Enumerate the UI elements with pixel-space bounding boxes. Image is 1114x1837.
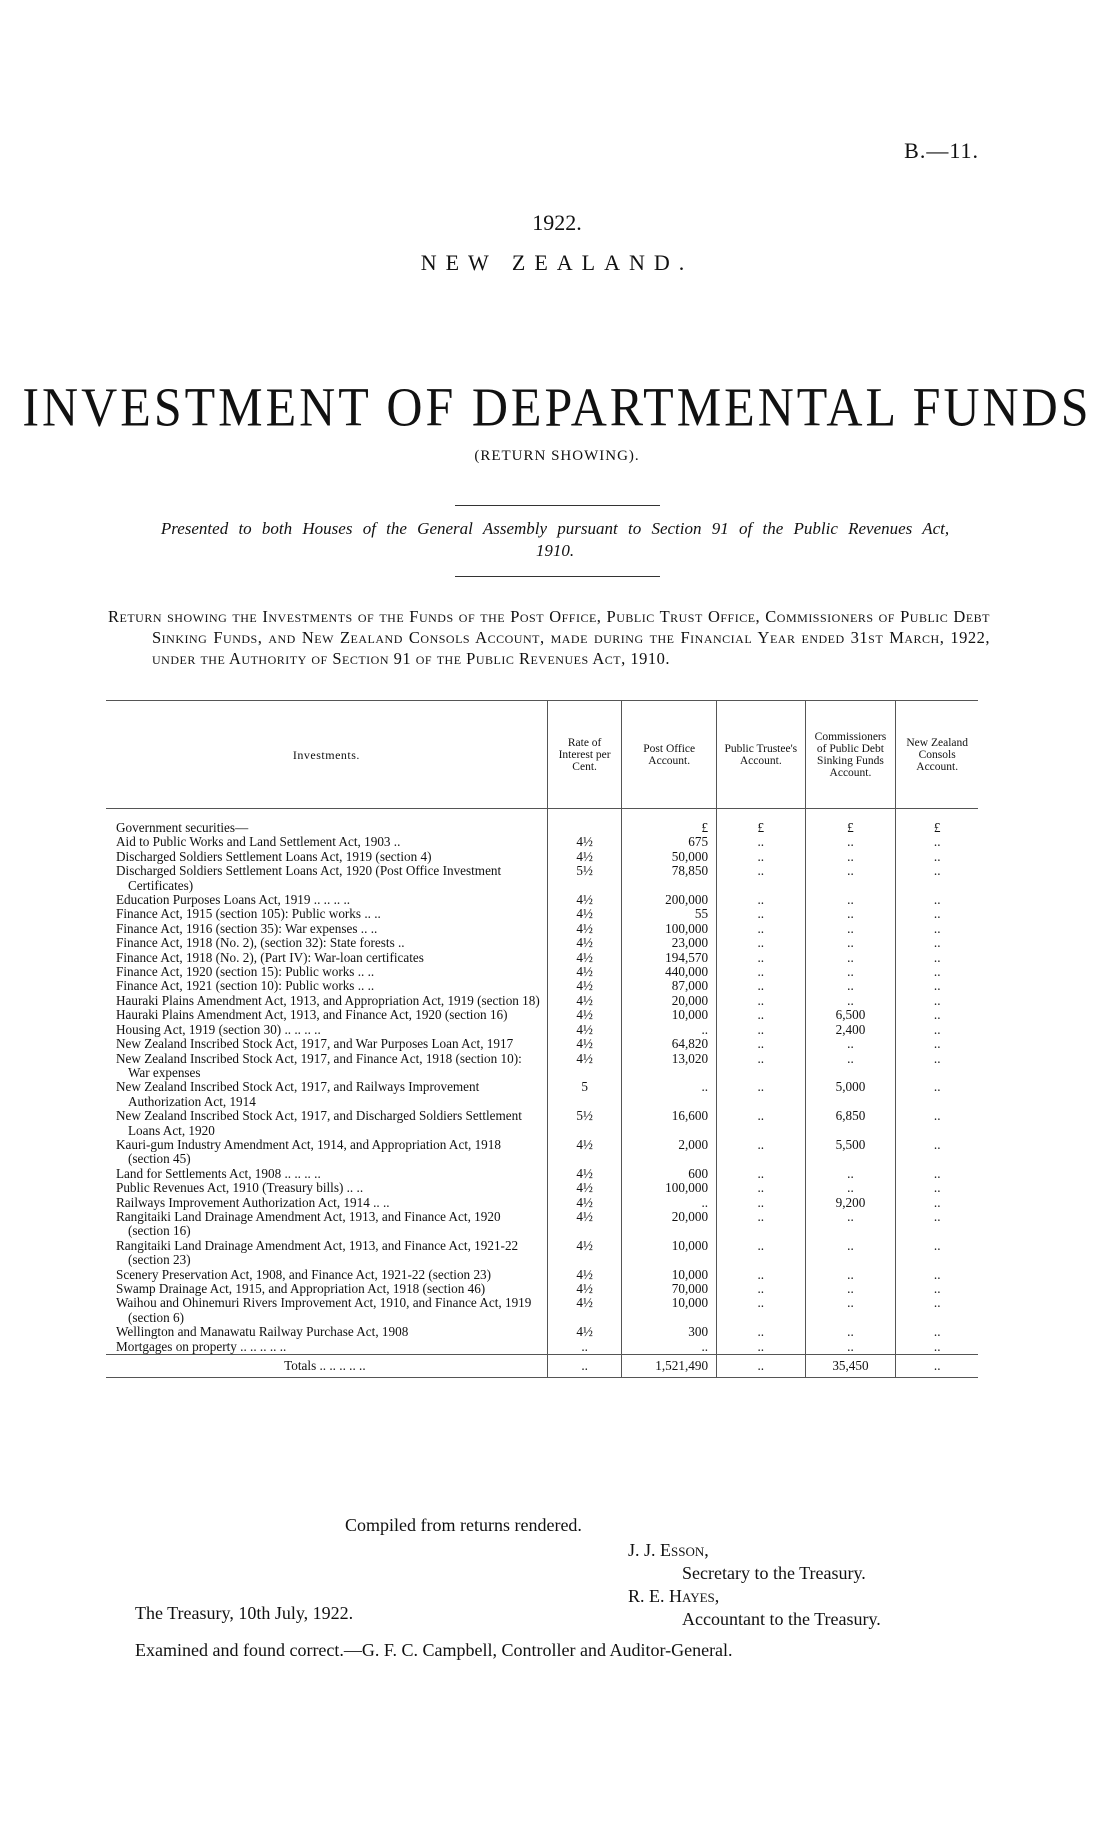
post-office-cell: 10,000 xyxy=(622,1239,717,1268)
consols-cell: .. xyxy=(896,1008,978,1022)
investment-description: Public Revenues Act, 1910 (Treasury bills) .. .. xyxy=(116,1180,364,1196)
public-trustee-cell: .. xyxy=(717,835,806,849)
rate-cell: 5 xyxy=(547,1080,622,1109)
rate-cell: 4½ xyxy=(547,979,622,993)
header-public-trustee: Public Trustee's Account. xyxy=(717,701,806,809)
investment-description: Scenery Preservation Act, 1908, and Finance Act, 1921-22 (section 23) xyxy=(116,1266,492,1282)
commissioners-cell: .. xyxy=(805,951,896,965)
group-heading-row xyxy=(106,809,978,836)
divider-bottom xyxy=(455,576,660,577)
signatory-role-2: Accountant to the Treasury. xyxy=(682,1609,881,1629)
rate-cell: 4½ xyxy=(547,835,622,849)
commissioners-cell: 5,000 xyxy=(805,1080,896,1109)
table-row xyxy=(106,1325,978,1339)
rate-cell: 4½ xyxy=(547,1268,622,1282)
public-trustee-cell: .. xyxy=(717,850,806,864)
commissioners-cell: .. xyxy=(805,1340,896,1355)
rate-cell: .. xyxy=(547,1340,622,1355)
consols-cell: .. xyxy=(896,1296,978,1325)
table-row xyxy=(106,1008,978,1022)
rate-cell: 4½ xyxy=(547,1210,622,1239)
table-row xyxy=(106,1023,978,1037)
investments-table xyxy=(106,700,978,1378)
consols-cell: .. xyxy=(896,1181,978,1195)
commissioners-cell: .. xyxy=(805,994,896,1008)
public-trustee-cell: .. xyxy=(717,1037,806,1051)
public-trustee-cell: .. xyxy=(717,864,806,893)
public-trustee-cell: .. xyxy=(717,1340,806,1355)
consols-cell: .. xyxy=(896,1325,978,1339)
investment-description: New Zealand Inscribed Stock Act, 1917, and Railways Improvement Authorization Act, 1914 xyxy=(116,1079,480,1109)
totals-commissioners: 35,450 xyxy=(805,1355,896,1378)
investment-description: Rangitaiki Land Drainage Amendment Act, 1913, and Finance Act, 1921-22 (section 23) xyxy=(116,1237,519,1268)
totals-label: Totals .. .. .. .. .. xyxy=(106,1355,547,1378)
commissioners-cell: 6,500 xyxy=(805,1008,896,1022)
consols-cell: .. xyxy=(896,1138,978,1167)
currency-consols: £ xyxy=(896,809,978,836)
table-row xyxy=(106,864,978,893)
totals-row xyxy=(106,1355,978,1378)
intro-text: Return showing the Investments of the Funds of the Post Office, Public Trust Office, Commissioners of Public Debt Sinking Funds, and New Zealand Consols Account, made during the Financial Year ended 31st March, 1922, under the Authority of Section 91 of the Public Revenues Act, 1910. xyxy=(108,607,990,668)
rate-cell: 4½ xyxy=(547,907,622,921)
commissioners-cell: .. xyxy=(805,1037,896,1051)
table-row xyxy=(106,1268,978,1282)
rate-cell: 4½ xyxy=(547,965,622,979)
investment-description: Kauri-gum Industry Amendment Act, 1914, and Appropriation Act, 1918 (section 45) xyxy=(116,1136,501,1167)
consols-cell: .. xyxy=(896,864,978,893)
rate-cell: 4½ xyxy=(547,1008,622,1022)
consols-cell: .. xyxy=(896,907,978,921)
post-office-cell: 78,850 xyxy=(622,864,717,893)
public-trustee-cell: .. xyxy=(717,1167,806,1181)
investment-description: Discharged Soldiers Settlement Loans Act, 1919 (section 4) xyxy=(116,848,432,864)
rate-cell: 4½ xyxy=(547,1282,622,1296)
rate-cell: 4½ xyxy=(547,1167,622,1181)
table-row xyxy=(106,1196,978,1210)
investment-description: Waihou and Ohinemuri Rivers Improvement Act, 1910, and Finance Act, 1919 (section 6) xyxy=(116,1295,532,1325)
signatory-role-1: Secretary to the Treasury. xyxy=(682,1563,866,1583)
header-investments: Investments. xyxy=(292,747,360,762)
post-office-cell: 10,000 xyxy=(622,1008,717,1022)
consols-cell: .. xyxy=(896,1282,978,1296)
public-trustee-cell: .. xyxy=(717,1023,806,1037)
totals-post-office: 1,521,490 xyxy=(622,1355,717,1378)
commissioners-cell: .. xyxy=(805,922,896,936)
place-and-date: The Treasury, 10th July, 1922. xyxy=(135,1603,354,1623)
consols-cell: .. xyxy=(896,1080,978,1109)
investment-description: Finance Act, 1920 (section 15): Public works .. .. xyxy=(116,964,375,980)
page-number: B.—11. xyxy=(904,138,979,163)
post-office-cell: 100,000 xyxy=(622,922,717,936)
consols-cell: .. xyxy=(896,1052,978,1081)
investment-description: Hauraki Plains Amendment Act, 1913, and Finance Act, 1920 (section 16) xyxy=(116,1007,508,1023)
country-heading: NEW ZEALAND. xyxy=(420,250,694,275)
commissioners-cell: .. xyxy=(805,1296,896,1325)
currency-commissioners: £ xyxy=(805,809,896,836)
rate-cell: 4½ xyxy=(547,850,622,864)
post-office-cell: 300 xyxy=(622,1325,717,1339)
consols-cell: .. xyxy=(896,1268,978,1282)
consols-cell: .. xyxy=(896,1196,978,1210)
compiled-note: Compiled from returns rendered. xyxy=(345,1515,582,1535)
table-row xyxy=(106,850,978,864)
rate-cell: 4½ xyxy=(547,1196,622,1210)
commissioners-cell: .. xyxy=(805,835,896,849)
public-trustee-cell: .. xyxy=(717,1268,806,1282)
post-office-cell: 10,000 xyxy=(622,1296,717,1325)
header-rate: Rate of Interest per Cent. xyxy=(547,701,622,809)
totals-rate: .. xyxy=(547,1355,622,1378)
consols-cell: .. xyxy=(896,1210,978,1239)
commissioners-cell: .. xyxy=(805,893,896,907)
post-office-cell: 55 xyxy=(622,907,717,921)
investment-description: Hauraki Plains Amendment Act, 1913, and Appropriation Act, 1919 (section 18) xyxy=(116,992,540,1008)
table-row xyxy=(106,1037,978,1051)
post-office-cell: 20,000 xyxy=(622,994,717,1008)
post-office-cell: 600 xyxy=(622,1167,717,1181)
table-row xyxy=(106,1080,978,1109)
public-trustee-cell: .. xyxy=(717,951,806,965)
commissioners-cell: 2,400 xyxy=(805,1023,896,1037)
commissioners-cell: .. xyxy=(805,1181,896,1195)
investment-description: Swamp Drainage Act, 1915, and Appropriation Act, 1918 (section 46) xyxy=(116,1281,486,1296)
presented-note: Presented to both Houses of the General Assembly pursuant to Section 91 of the Public Revenues Act, 1910. xyxy=(160,519,950,560)
public-trustee-cell: .. xyxy=(717,1138,806,1167)
divider-top xyxy=(455,505,660,506)
commissioners-cell: .. xyxy=(805,850,896,864)
public-trustee-cell: .. xyxy=(717,994,806,1008)
rate-cell: 4½ xyxy=(547,1325,622,1339)
consols-cell: .. xyxy=(896,922,978,936)
table-row xyxy=(106,1138,978,1167)
consols-cell: .. xyxy=(896,1023,978,1037)
investment-description: Finance Act, 1915 (section 105): Public works .. .. xyxy=(116,906,381,922)
consols-cell: .. xyxy=(896,1340,978,1355)
post-office-cell: 87,000 xyxy=(622,979,717,993)
investment-description: Finance Act, 1918 (No. 2), (section 32): State forests .. xyxy=(116,935,405,951)
rate-cell: 4½ xyxy=(547,1239,622,1268)
rate-cell: 5½ xyxy=(547,864,622,893)
investment-description: Mortgages on property .. .. .. .. .. xyxy=(116,1338,287,1354)
table-row xyxy=(106,1296,978,1325)
commissioners-cell: 9,200 xyxy=(805,1196,896,1210)
consols-cell: .. xyxy=(896,835,978,849)
consols-cell: .. xyxy=(896,994,978,1008)
rate-cell: 4½ xyxy=(547,951,622,965)
commissioners-cell: .. xyxy=(805,936,896,950)
public-trustee-cell: .. xyxy=(717,1181,806,1195)
table-row xyxy=(106,1340,978,1355)
table-row xyxy=(106,1167,978,1181)
investment-description: Rangitaiki Land Drainage Amendment Act, 1913, and Finance Act, 1920 (section 16) xyxy=(116,1208,501,1239)
signatory-name-2: R. E. Hayes, xyxy=(628,1586,720,1606)
rate-cell: 4½ xyxy=(547,893,622,907)
post-office-cell: 440,000 xyxy=(622,965,717,979)
rate-cell: 4½ xyxy=(547,1023,622,1037)
document-subtitle: (RETURN SHOWING). xyxy=(474,448,640,464)
table-row xyxy=(106,979,978,993)
commissioners-cell: .. xyxy=(805,1325,896,1339)
investment-description: Finance Act, 1921 (section 10): Public works .. .. xyxy=(116,978,375,994)
public-trustee-cell: .. xyxy=(717,1109,806,1138)
post-office-cell: .. xyxy=(622,1080,717,1109)
currency-post-office: £ xyxy=(622,809,717,836)
table-row xyxy=(106,907,978,921)
table-row xyxy=(106,936,978,950)
consols-cell: .. xyxy=(896,1167,978,1181)
table-row xyxy=(106,1239,978,1268)
commissioners-cell: .. xyxy=(805,1052,896,1081)
consols-cell: .. xyxy=(896,1037,978,1051)
rate-cell: 4½ xyxy=(547,1296,622,1325)
public-trustee-cell: .. xyxy=(717,1296,806,1325)
consols-cell: .. xyxy=(896,951,978,965)
document-year: 1922. xyxy=(532,210,582,235)
commissioners-cell: 5,500 xyxy=(805,1138,896,1167)
post-office-cell: 64,820 xyxy=(622,1037,717,1051)
investment-description: Housing Act, 1919 (section 30) .. .. .. .. xyxy=(116,1021,321,1037)
currency-public-trustee: £ xyxy=(717,809,806,836)
post-office-cell: 16,600 xyxy=(622,1109,717,1138)
public-trustee-cell: .. xyxy=(717,979,806,993)
post-office-cell: .. xyxy=(622,1340,717,1355)
post-office-cell: 100,000 xyxy=(622,1181,717,1195)
post-office-cell: 675 xyxy=(622,835,717,849)
public-trustee-cell: .. xyxy=(717,907,806,921)
public-trustee-cell: .. xyxy=(717,922,806,936)
post-office-cell: 70,000 xyxy=(622,1282,717,1296)
table-row xyxy=(106,951,978,965)
consols-cell: .. xyxy=(896,965,978,979)
rate-cell: 4½ xyxy=(547,1052,622,1081)
investment-description: Railways Improvement Authorization Act, 1914 .. .. xyxy=(116,1194,390,1210)
consols-cell: .. xyxy=(896,1109,978,1138)
signatory-name-1: J. J. Esson, xyxy=(628,1540,709,1560)
table-row xyxy=(106,1282,978,1296)
post-office-cell: 13,020 xyxy=(622,1052,717,1081)
public-trustee-cell: .. xyxy=(717,1080,806,1109)
investment-description: Education Purposes Loans Act, 1919 .. .. .. .. xyxy=(116,892,351,908)
investment-description: Wellington and Manawatu Railway Purchase Act, 1908 xyxy=(116,1324,409,1340)
rate-cell: 4½ xyxy=(547,936,622,950)
consols-cell: .. xyxy=(896,850,978,864)
totals-public-trustee: .. xyxy=(717,1355,806,1378)
rate-cell: 5½ xyxy=(547,1109,622,1138)
post-office-cell: 23,000 xyxy=(622,936,717,950)
post-office-cell: 194,570 xyxy=(622,951,717,965)
commissioners-cell: .. xyxy=(805,979,896,993)
table-row xyxy=(106,1109,978,1138)
investment-description: New Zealand Inscribed Stock Act, 1917, and War Purposes Loan Act, 1917 xyxy=(116,1036,514,1052)
investment-description: Discharged Soldiers Settlement Loans Act, 1920 (Post Office Investment Certificates) xyxy=(116,863,502,893)
table-row xyxy=(106,1181,978,1195)
consols-cell: .. xyxy=(896,1239,978,1268)
totals-consols: .. xyxy=(896,1355,978,1378)
commissioners-cell: .. xyxy=(805,907,896,921)
commissioners-cell: .. xyxy=(805,965,896,979)
public-trustee-cell: .. xyxy=(717,965,806,979)
public-trustee-cell: .. xyxy=(717,893,806,907)
public-trustee-cell: .. xyxy=(717,1008,806,1022)
post-office-cell: .. xyxy=(622,1196,717,1210)
rate-cell: 4½ xyxy=(547,922,622,936)
post-office-cell: 20,000 xyxy=(622,1210,717,1239)
public-trustee-cell: .. xyxy=(717,1239,806,1268)
public-trustee-cell: .. xyxy=(717,1282,806,1296)
commissioners-cell: .. xyxy=(805,864,896,893)
post-office-cell: 50,000 xyxy=(622,850,717,864)
investment-description: New Zealand Inscribed Stock Act, 1917, and Finance Act, 1918 (section 10): War expenses xyxy=(116,1050,522,1080)
rate-cell: 4½ xyxy=(547,1138,622,1167)
header-consols: New Zealand Consols Account. xyxy=(896,701,978,809)
public-trustee-cell: .. xyxy=(717,1210,806,1239)
investment-description: Aid to Public Works and Land Settlement Act, 1903 .. xyxy=(116,834,401,850)
header-post-office: Post Office Account. xyxy=(622,701,717,809)
commissioners-cell: .. xyxy=(805,1282,896,1296)
table-row xyxy=(106,835,978,849)
public-trustee-cell: .. xyxy=(717,1325,806,1339)
investment-description: New Zealand Inscribed Stock Act, 1917, and Discharged Soldiers Settlement Loans Act, 1920 xyxy=(116,1108,522,1138)
table-row xyxy=(106,965,978,979)
commissioners-cell: 6,850 xyxy=(805,1109,896,1138)
consols-cell: .. xyxy=(896,936,978,950)
table-header-row xyxy=(106,701,978,809)
post-office-cell: 2,000 xyxy=(622,1138,717,1167)
rate-cell: 4½ xyxy=(547,1037,622,1051)
public-trustee-cell: .. xyxy=(717,936,806,950)
rate-cell: 4½ xyxy=(547,1181,622,1195)
investment-description: Finance Act, 1916 (section 35): War expenses .. .. xyxy=(116,920,378,936)
table-row xyxy=(106,1210,978,1239)
commissioners-cell: .. xyxy=(805,1239,896,1268)
post-office-cell: 10,000 xyxy=(622,1268,717,1282)
commissioners-cell: .. xyxy=(805,1210,896,1239)
return-intro xyxy=(108,606,990,669)
post-office-cell: 200,000 xyxy=(622,893,717,907)
group-heading: Government securities— xyxy=(116,820,249,835)
investment-description: Finance Act, 1918 (No. 2), (Part IV): War-loan certificates xyxy=(116,949,424,965)
document-title: INVESTMENT OF DEPARTMENTAL FUNDS xyxy=(22,376,1092,438)
commissioners-cell: .. xyxy=(805,1167,896,1181)
commissioners-cell: .. xyxy=(805,1268,896,1282)
header-commissioners: Commissioners of Public Debt Sinking Funds Account. xyxy=(805,701,896,809)
table-row xyxy=(106,1052,978,1081)
public-trustee-cell: .. xyxy=(717,1052,806,1081)
table-row xyxy=(106,922,978,936)
post-office-cell: .. xyxy=(622,1023,717,1037)
public-trustee-cell: .. xyxy=(717,1196,806,1210)
rate-cell: 4½ xyxy=(547,994,622,1008)
consols-cell: .. xyxy=(896,893,978,907)
investment-description: Land for Settlements Act, 1908 .. .. .. .. xyxy=(116,1165,321,1181)
table-row xyxy=(106,893,978,907)
auditor-note: Examined and found correct.—G. F. C. Campbell, Controller and Auditor-General. xyxy=(135,1640,733,1660)
table-row xyxy=(106,994,978,1008)
consols-cell: .. xyxy=(896,979,978,993)
